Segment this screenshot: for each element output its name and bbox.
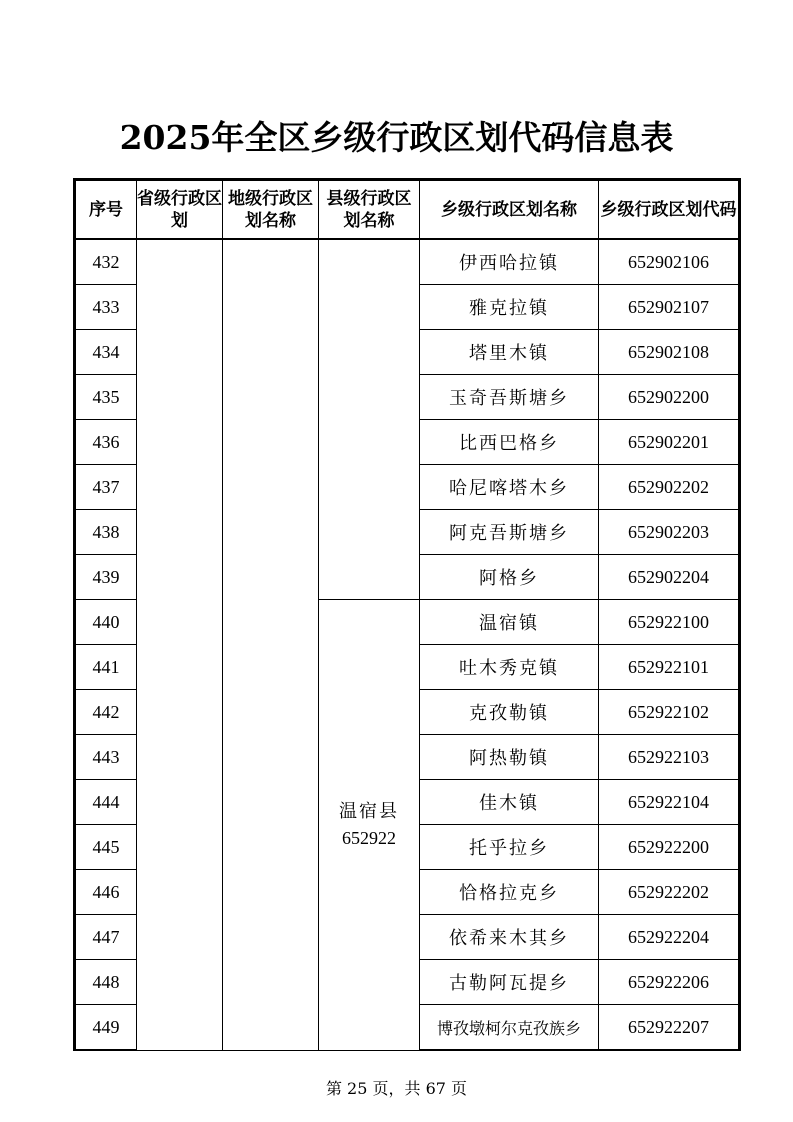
township-code: 652922101 [599,645,740,690]
row-seq: 436 [75,420,137,465]
row-seq: 434 [75,330,137,375]
row-seq: 435 [75,375,137,420]
township-code: 652922202 [599,870,740,915]
township-name: 雅克拉镇 [420,285,599,330]
header-township-code: 乡级行政区划代码 [599,180,740,240]
township-code: 652922103 [599,735,740,780]
row-seq: 445 [75,825,137,870]
township-name: 克孜勒镇 [420,690,599,735]
header-seq: 序号 [75,180,137,240]
header-prefecture: 地级行政区划名称 [223,180,319,240]
township-name: 塔里木镇 [420,330,599,375]
row-seq: 443 [75,735,137,780]
township-name: 古勒阿瓦提乡 [420,960,599,1005]
table-row [75,239,740,285]
row-seq: 448 [75,960,137,1005]
admin-code-table [73,178,741,1051]
row-seq: 440 [75,600,137,645]
township-name: 吐木秀克镇 [420,645,599,690]
page-footer: 第 25 页，共 67 页 [325,1079,468,1098]
township-name: 哈尼喀塔木乡 [420,465,599,510]
county-cell-previous [319,239,420,600]
row-seq: 441 [75,645,137,690]
township-name: 依希来木其乡 [420,915,599,960]
row-seq: 442 [75,690,137,735]
township-name: 恰格拉克乡 [420,870,599,915]
row-seq: 444 [75,780,137,825]
township-code: 652902200 [599,375,740,420]
township-code: 652922200 [599,825,740,870]
township-code: 652922102 [599,690,740,735]
header-province: 省级行政区划 [137,180,223,240]
township-code: 652922206 [599,960,740,1005]
township-code: 652922207 [599,1005,740,1051]
township-code: 652902204 [599,555,740,600]
township-name: 温宿镇 [420,600,599,645]
township-code: 652902107 [599,285,740,330]
township-code: 652902108 [599,330,740,375]
township-code: 652902106 [599,239,740,285]
township-code: 652922100 [599,600,740,645]
row-seq: 437 [75,465,137,510]
header-county: 县级行政区划名称 [319,180,420,240]
township-code: 652902203 [599,510,740,555]
row-seq: 447 [75,915,137,960]
province-cell [137,239,223,1050]
township-name: 阿克吾斯塘乡 [420,510,599,555]
page-title: 2025年全区乡级行政区划代码信息表 [119,118,674,157]
county-cell-wensu [319,600,420,1051]
row-seq: 433 [75,285,137,330]
row-seq: 438 [75,510,137,555]
row-seq: 446 [75,870,137,915]
township-code: 652902202 [599,465,740,510]
township-code: 652902201 [599,420,740,465]
township-name: 佳木镇 [420,780,599,825]
township-code: 652922104 [599,780,740,825]
row-seq: 432 [75,239,137,285]
row-seq: 439 [75,555,137,600]
township-name: 比西巴格乡 [420,420,599,465]
township-name: 玉奇吾斯塘乡 [420,375,599,420]
header-township-name: 乡级行政区划名称 [420,180,599,240]
township-code: 652922204 [599,915,740,960]
table-header-row [75,180,740,240]
row-seq: 449 [75,1005,137,1051]
county-code: 652922 [342,827,396,848]
township-name: 阿热勒镇 [420,735,599,780]
prefecture-cell [223,239,319,1050]
township-name: 博孜墩柯尔克孜族乡 [420,1005,599,1051]
township-name: 托乎拉乡 [420,825,599,870]
township-name: 伊西哈拉镇 [420,239,599,285]
township-name: 阿格乡 [420,555,599,600]
county-name: 温宿县 [339,800,399,822]
